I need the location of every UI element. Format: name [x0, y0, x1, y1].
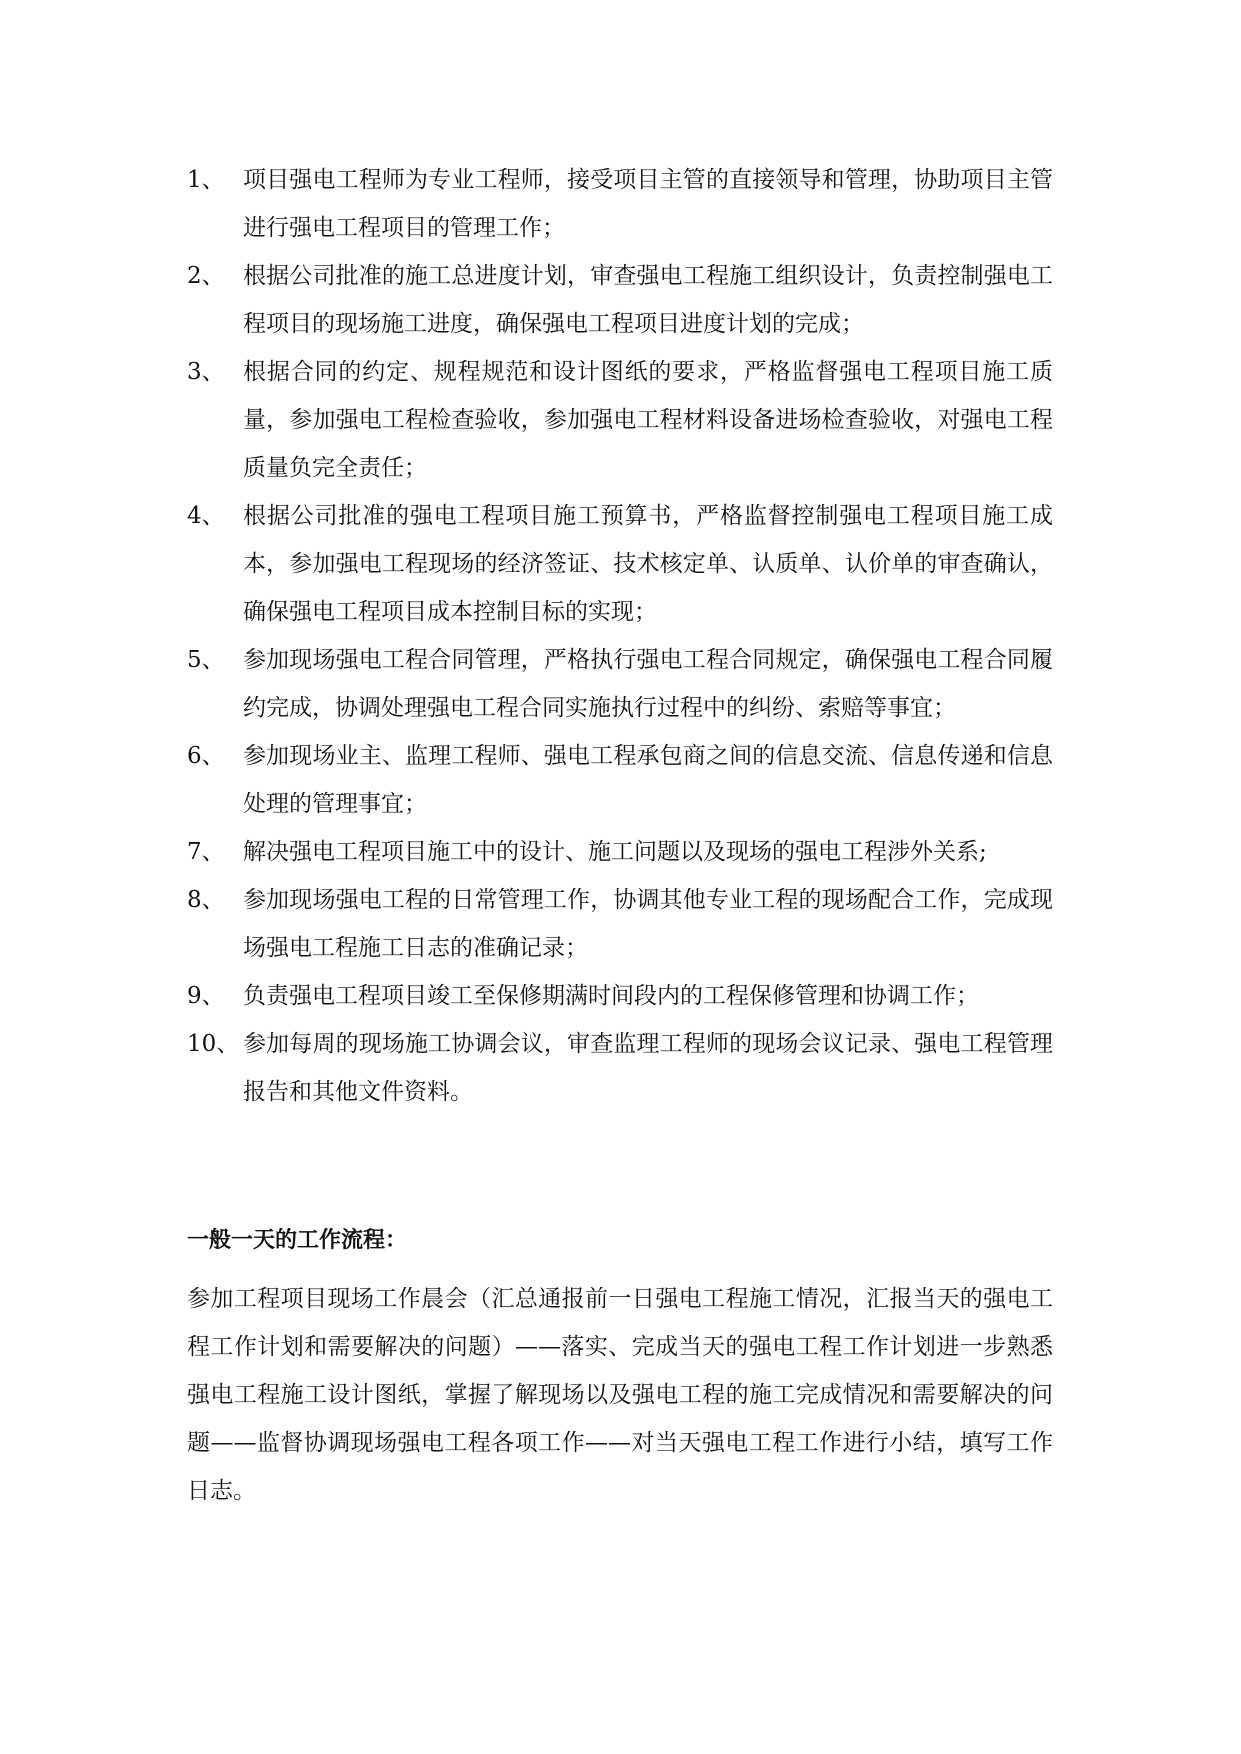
list-item-text: 根据公司批准的强电工程项目施工预算书，严格监督控制强电工程项目施工成本，参加强电工程现场的经济签证、技术核定单、认质单、认价单的审查确认，确保强电工程项目成本控制目标的实现； — [243, 503, 1053, 625]
list-item-text: 负责强电工程项目竣工至保修期满时间段内的工程保修管理和协调工作； — [243, 983, 979, 1009]
list-item-number: 1、 — [187, 167, 225, 193]
list-item-text: 项目强电工程师为专业工程师，接受项目主管的直接领导和管理，协助项目主管进行强电工程项目的管理工作； — [243, 167, 1053, 241]
list-item — [187, 876, 1053, 972]
list-item-text: 解决强电工程项目施工中的设计、施工问题以及现场的强电工程涉外关系; — [243, 839, 987, 865]
list-item — [187, 636, 1053, 732]
list-item — [187, 252, 1053, 348]
list-item-number: 6、 — [187, 743, 225, 769]
workflow-section — [187, 1227, 1053, 1515]
section-heading: 一般一天的工作流程： — [187, 1228, 408, 1253]
list-item-text: 参加现场强电工程合同管理，严格执行强电工程合同规定，确保强电工程合同履约完成，协调处理强电工程合同实施执行过程中的纠纷、索赔等事宜； — [243, 647, 1053, 721]
list-item — [187, 1020, 1053, 1116]
list-item-number: 8、 — [187, 887, 225, 913]
list-item-number: 5、 — [187, 647, 225, 673]
list-item-number: 7、 — [187, 839, 225, 865]
list-item-number: 2、 — [187, 263, 225, 289]
duty-list — [187, 156, 1053, 1116]
list-item — [187, 348, 1053, 492]
list-item-text: 参加现场强电工程的日常管理工作，协调其他专业工程的现场配合工作，完成现场强电工程施工日志的准确记录； — [243, 887, 1053, 961]
list-item-text: 根据公司批准的施工总进度计划，审查强电工程施工组织设计，负责控制强电工程项目的现场施工进度，确保强电工程项目进度计划的完成； — [243, 263, 1053, 337]
list-item-number: 10、 — [187, 1031, 240, 1057]
list-item-number: 9、 — [187, 983, 225, 1009]
list-item-number: 3、 — [187, 359, 225, 385]
list-item-text: 根据合同的约定、规程规范和设计图纸的要求，严格监督强电工程项目施工质量，参加强电工程检查验收，参加强电工程材料设备进场检查验收，对强电工程质量负完全责任； — [243, 359, 1053, 481]
list-item — [187, 972, 1053, 1020]
list-item-text: 参加每周的现场施工协调会议，审查监理工程师的现场会议记录、强电工程管理报告和其他文件资料。 — [243, 1031, 1053, 1105]
list-item-number: 4、 — [187, 503, 225, 529]
list-item — [187, 732, 1053, 828]
list-item — [187, 156, 1053, 252]
workflow-paragraph: 参加工程项目现场工作晨会（汇总通报前一日强电工程施工情况，汇报当天的强电工程工作计划和需要解决的问题）——落实、完成当天的强电工程工作计划进一步熟悉强电工程施工设计图纸，掌握了解现场以及强电工程的施工完成情况和需要解决的问题——监督协调现场强电工程各项工作——对当天强电工程工作进行小结，填写工作日志。 — [187, 1286, 1053, 1504]
list-item-text: 参加现场业主、监理工程师、强电工程承包商之间的信息交流、信息传递和信息处理的管理事宜； — [243, 743, 1053, 817]
list-item — [187, 828, 1053, 876]
list-item — [187, 492, 1053, 636]
